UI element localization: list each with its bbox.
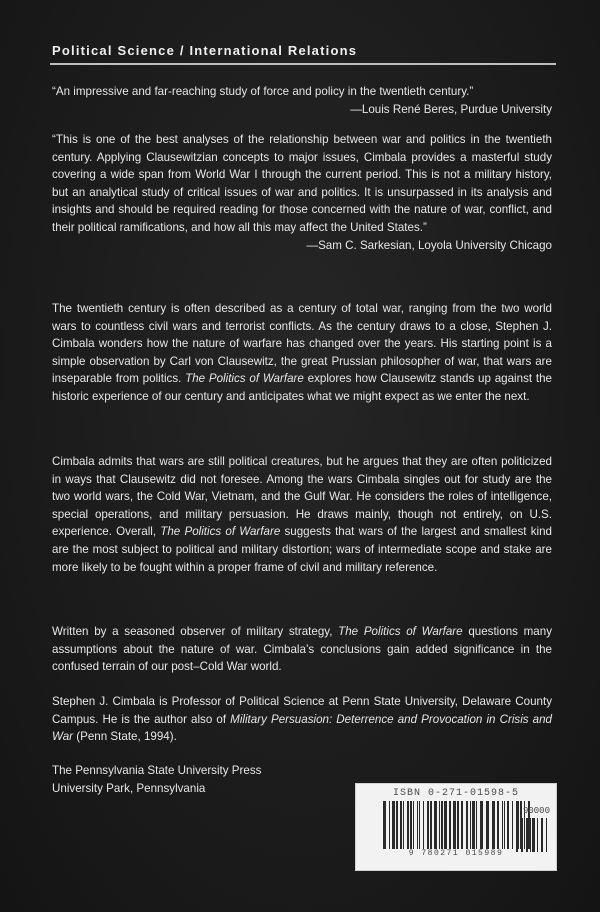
barcode-bar [389,801,390,849]
isbn-text: ISBN 0-271-01598-5 [392,788,520,799]
barcode-bar [502,801,503,849]
barcode-bar [521,818,523,852]
barcode-bar [507,801,509,849]
bio-text: Stephen J. Cimbala is Professor of Political Science at Penn State University, Delaware County Campus. He is the author also of [52,695,552,726]
paragraph-text: questions many assumptions about the nature of war. Cimbala’s conclusions gain added significance in the confused terrain of our post–Cold War world. [52,625,552,674]
barcode-bar [383,801,386,849]
barcode-bar [400,801,402,849]
barcode-bar [434,801,437,849]
barcode-bar [444,801,447,849]
barcode-bar [480,801,483,849]
barcode-bar [526,818,528,852]
barcode-bar [497,801,499,849]
barcode-bar [537,818,538,852]
price-barcode [514,818,550,852]
bio-text: (Penn State, 1994). [73,730,177,744]
barcode-bar [427,801,429,849]
barcode-bar [541,818,543,852]
description-paragraph-2 [52,453,552,576]
quote-attribution: —Sam C. Sarkesian, Loyola University Chicago [306,238,552,252]
book-title: The Politics of Warfare [160,525,281,539]
author-bio [52,693,552,746]
barcode-bar [530,818,531,852]
barcode-bar [512,801,513,849]
paragraph-text: suggests that wars of the largest and smallest kind are the most subject to political and military distortion; wars of intermediate scope and stake are more likely to be fought within a proper frame of civil and military reference. [52,525,552,574]
quote-text: “An impressive and far-reaching study of force and policy in the twentieth century.” [52,85,474,98]
barcode-bar [419,801,420,849]
barcode-bar [392,801,395,849]
publisher-location: University Park, Pennsylvania [52,781,206,795]
barcode-bar [453,801,456,849]
barcode-bar [466,801,468,849]
subject-category: Political Science / International Relations [52,43,358,58]
barcode-bar [407,801,409,849]
barcode-bar [430,801,432,849]
barcode-bar [403,801,404,849]
barcode-bar [396,801,398,849]
barcode-bar [546,818,547,852]
barcode-bar [461,801,463,849]
publisher-name: The Pennsylvania State University Press [52,764,262,777]
quote-attribution: —Louis René Beres, Purdue University [350,102,552,116]
barcode-bar [417,801,418,849]
barcode-bar [441,801,443,849]
barcode-bar [457,801,459,849]
barcode-digits: 9 780271 015989 [408,849,504,858]
price-code: 90000 [522,806,550,816]
paragraph-text: Written by a seasoned observer of military strategy, [52,625,339,638]
barcode-bar [504,801,505,849]
description-paragraph-3 [52,623,552,676]
barcode-bar [410,801,412,849]
barcode-bar [423,801,424,849]
barcode-bar [472,801,475,849]
paragraph-text: Cimbala admits that wars are still political creatures, but he argues that they are often politicized in ways that Clausewitz did not foresee. Among the wars Cimbala singles out for study are the two world wars, the Cold War, Vietnam, and the Gulf War. He considers the roles of intelligence, special operations, and military persuasion. He draws mainly, though not entirely, on U.S. experience. Overall, [52,455,552,539]
barcode-bar [532,818,535,852]
barcode-bar [439,801,440,849]
book-title: The Politics of Warfare [338,625,463,638]
paragraph-text: explores how Clausewitz stands up against the historic experience of our century and anticipates what we might expect as we enter the next. [52,372,552,403]
endorsement-quote-1 [52,83,552,118]
barcode-bar [516,818,518,852]
endorsement-quote-2 [52,131,552,254]
barcode-bar [476,801,477,849]
barcode-bar [486,801,489,849]
book-title: The Politics of Warfare [185,372,304,386]
quote-text: “This is one of the best analyses of the relationship between war and politics in the twentieth century. Applying Clausewitzian concepts to major issues, Cimbala provides a masterful study covering a wide span from World War I through the current period. This is not a military history, but an analytical study of critical issues of war and politics. It is unsurpassed in its analysis and insights and should be required reading for those concerned with the nature of war, conflict, and their political ramifications, and how all this may affect the United States.” [52,133,552,234]
barcode-bar [413,801,414,849]
barcode-bar [449,801,451,849]
barcode-bar [470,801,471,849]
barcode-label [355,783,557,871]
barcode-bar [492,801,495,849]
paragraph-text: The twentieth century is often described as a century of total war, ranging from the two world wars to countless civil wars and terrorist conflicts. As the century draws to a close, Stephen J. Cimbala wonders how the nature of warfare has changed over the years. His starting point is a simple observation by Carl von Clausewitz, the great Prussian philosopher of war, that wars are inseparable from politics. [52,302,552,386]
ean-barcode [381,801,531,849]
description-paragraph-1 [52,300,552,406]
header-rule [50,63,556,65]
other-book-title: Military Persuasion: Deterrence and Provocation in Crisis and War [52,712,552,744]
